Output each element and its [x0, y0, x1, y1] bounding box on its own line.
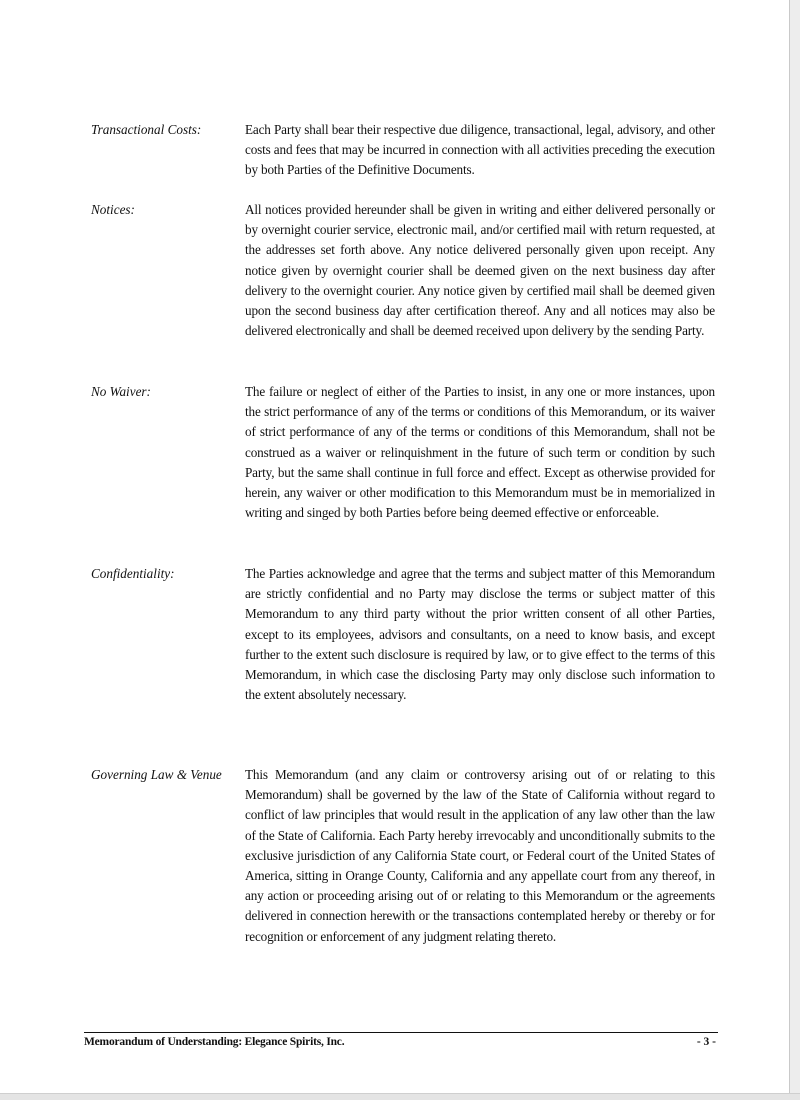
- section-text: All notices provided hereunder shall be given in writing and either delivered personally or by overnight courier service, electronic mail, and/or certified mail with return requested, at the addresses set forth above. Any notice delivered personally given upon receipt. Any notice given by overnight courier shall be deemed given on the next business day after delivery to the overnight courier. Any notice given by certified mail shall be deemed given upon the second business day after certification thereof. Any and all notices may also be delivered electronically and shall be deemed received upon delivery by the sending Party.: [245, 202, 715, 339]
- section-text: The failure or neglect of either of the Parties to insist, in any one or more instances, upon the strict performance of any of the terms or conditions of this Memorandum, or its waiver of strict performance of any of the terms or conditions of this Memorandum, shall not be construed as a waiver or relinquishment in the future of such term or condition by such Party, but the same shall continue in full force and effect. Except as otherwise provided for herein, any waiver or other modification to this Memorandum must be in memorialized in writing and singed by both Parties before being deemed effective or enforceable.: [245, 384, 715, 521]
- section-label: Governing Law & Venue: [91, 767, 222, 782]
- section-label: No Waiver:: [91, 384, 151, 399]
- section-label: Notices:: [91, 202, 135, 217]
- page-edge: [789, 0, 800, 1100]
- footer-divider: [84, 1032, 718, 1033]
- footer-title: Memorandum of Understanding: Elegance Spirits, Inc.: [84, 1036, 345, 1048]
- section-label: Transactional Costs:: [91, 122, 202, 137]
- page-number: - 3 -: [696, 1036, 716, 1048]
- section-text: Each Party shall bear their respective due diligence, transactional, legal, advisory, and other costs and fees that may be incurred in connection with all activities preceding the execution by both Parties of the Definitive Documents.: [245, 122, 715, 178]
- section-label: Confidentiality:: [91, 566, 175, 581]
- section-text: The Parties acknowledge and agree that the terms and subject matter of this Memorandum are strictly confidential and no Party may disclose the terms or subject matter of this Memorandum to any third party without the prior written consent of all other Parties, except to its employees, advisors and consultants, on a need to know basis, and except further to the extent such disclosure is required by law, or to give effect to the terms of this Memorandum, in which case the disclosing Party may only disclose such information to the extent absolutely necessary.: [245, 566, 715, 703]
- section-text: This Memorandum (and any claim or controversy arising out of or relating to this Memorandum) shall be governed by the law of the State of California without regard to conflict of law principles that would result in the application of any law other than the law of the State of California. Each Party hereby irrevocably and unconditionally submits to the exclusive jurisdiction of any California State court, or Federal court of the United States of America, sitting in Orange County, California and any appellate court from any thereof, in any action or proceeding arising out of or relating to this Memorandum or the agreements delivered in connection herewith or the transactions contemplated hereby or thereby or for recognition or enforcement of any judgment relating thereto.: [245, 767, 715, 944]
- page-bottom-edge: [0, 1093, 800, 1100]
